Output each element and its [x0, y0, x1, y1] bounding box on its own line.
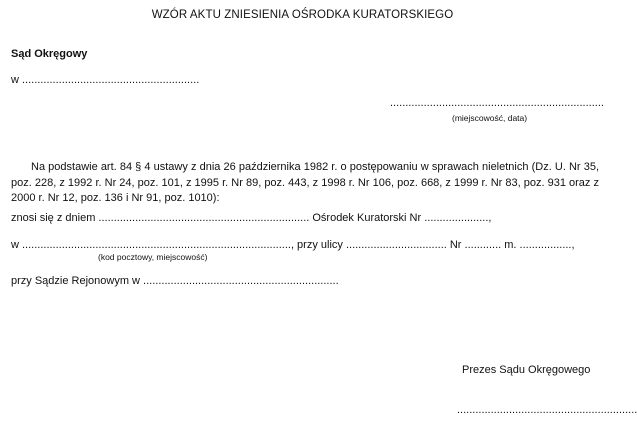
document-title: WZÓR AKTU ZNIESIENIA OŚRODKA KURATORSKIEGO: [151, 9, 454, 21]
district-court-row: przy Sądzie Rejonowym w ................................................................: [11, 275, 339, 287]
place-date-caption: (miejscowość, data): [452, 113, 528, 123]
legal-basis-paragraph: Na podstawie art. 84 § 4 ustawy z dnia 26 października 1982 r. o postępowaniu w sprawach nieletnich (Dz. U. Nr 35, poz. 228, z 1992 r. Nr 24, poz. 101, z 1995 r. Nr 89, poz. 443, z 1998 r. Nr 106, poz. 668, z 1999 r. Nr 83, poz. 931 oraz z 2000 r. Nr 12, poz. 136 i Nr 91, poz. 1010):: [11, 161, 599, 204]
court-heading: Sąd Okręgowy: [11, 48, 88, 60]
signatory-title: Prezes Sądu Okręgowego: [462, 364, 591, 376]
address-caption: (kod pocztowy, miejscowość): [98, 252, 208, 262]
address-row: w ........................................................................................, przy ulicy ................................. Nr ............ m. .................,: [11, 239, 575, 251]
court-location-line: w ..........................................................: [11, 74, 200, 86]
signature-line: ...........................................................: [457, 404, 637, 416]
place-date-line: ......................................................................: [390, 97, 604, 109]
abolish-date-row: znosi się z dniem ..................................................................... Ośrodek Kuratorski Nr .....................,: [11, 212, 492, 224]
